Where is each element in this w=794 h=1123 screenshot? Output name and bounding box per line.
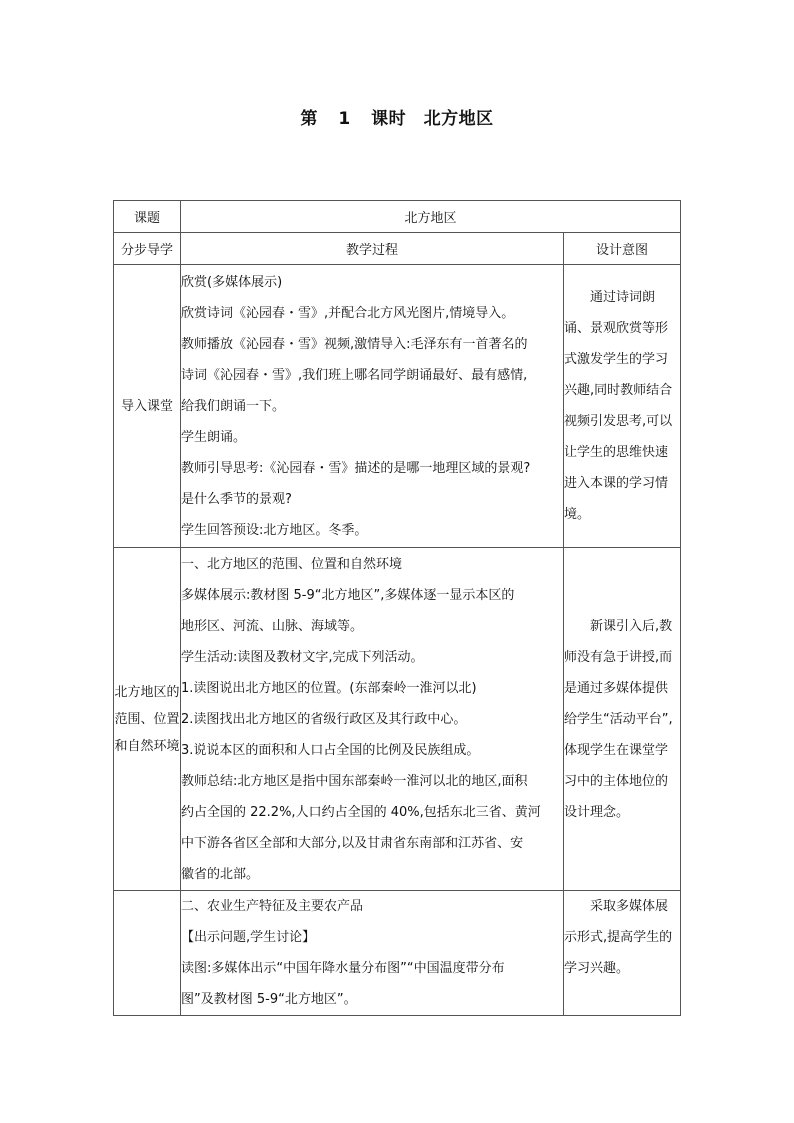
topic-row [114,201,681,233]
process-line: 徽省的北部。 [181,866,260,882]
intent-cell [564,891,681,1016]
process-line: 多媒体展示:教材图 5-9“北方地区”,多媒体逐一显示本区的 [181,587,515,603]
lesson-plan-table [113,200,681,1016]
topic-value: 北方地区 [181,201,681,233]
process-line: 3.说说本区的面积和人口占全国的比例及民族组成。 [181,742,480,758]
topic-label: 课题 [114,201,181,233]
process-line: 教师总结:北方地区是指中国东部秦岭一淮河以北的地区,面积 [181,773,528,789]
intent-text: 通过诗词朗诵、景观欣赏等形式激发学生的学习兴趣,同时教师结合视频引发思考,可以让学生的思维快速进入本课的学习情境。 [564,290,673,522]
page-title: 第 1 课时 北方地区 [300,109,494,129]
process-line: 二、农业生产特征及主要农产品 [181,899,364,914]
process-line: 欣赏诗词《沁园春・雪》,并配合北方风光图片,情境导入。 [181,305,515,321]
process-cell [181,891,564,1016]
process-line: 教师播放《沁园春・雪》视频,激情导入:毛泽东有一首著名的 [181,336,528,352]
process-line: 学生回答预设:北方地区。冬季。 [181,522,368,538]
col-header-intent: 设计意图 [564,233,681,265]
step-cell: 导入课堂 [114,265,181,548]
process-line: 图”及教材图 5-9“北方地区”。 [181,992,357,1007]
process-line: 学生活动:读图及教材文字,完成下列活动。 [181,649,424,665]
step-cell: 北方地区的范围、位置和自然环境 [114,548,181,891]
process-cell [181,548,564,891]
intent-text: 新课引入后,教师没有急于讲授,而是通过多媒体提供给学生“活动平台”,体现学生在课堂学习中的主体地位的设计理念。 [564,618,673,820]
process-line: 约占全国的 22.2%,人口约占全国的 40%,包括东北三省、黄河 [181,804,541,820]
process-line: 学生朗诵。 [181,429,247,445]
process-line: 中下游各省区全部和大部分,以及甘肃省东南部和江苏省、安 [181,835,524,851]
process-line: 读图:多媒体出示“中国年降水量分布图”“中国温度带分布 [181,961,505,976]
step-cell [114,891,181,1016]
table-row [114,548,681,891]
table-row [114,891,681,1016]
intent-text: 采取多媒体展示形式,提高学生的学习兴趣。 [564,899,673,976]
process-line: 2.读图找出北方地区的省级行政区及其行政中心。 [181,711,467,727]
intent-cell [564,265,681,548]
process-line: 给我们朗诵一下。 [181,398,286,414]
process-line: 【出示问题,学生讨论】 [181,930,316,945]
process-line: 是什么季节的景观? [181,491,292,507]
table-row [114,265,681,548]
process-line: 1.读图说出北方地区的位置。(东部秦岭一淮河以北) [181,680,477,696]
col-header-process: 教学过程 [181,233,564,265]
col-header-step: 分步导学 [114,233,181,265]
process-cell [181,265,564,548]
process-line: 诗词《沁园春・雪》,我们班上哪名同学朗诵最好、最有感情, [181,367,528,383]
process-line: 欣赏(多媒体展示) [181,274,283,290]
intent-cell [564,548,681,891]
process-line: 一、北方地区的范围、位置和自然环境 [181,556,403,572]
process-line: 教师引导思考:《沁园春・雪》描述的是哪一地理区域的景观? [181,460,531,476]
process-line: 地形区、河流、山脉、海域等。 [181,618,364,634]
header-row [114,233,681,265]
